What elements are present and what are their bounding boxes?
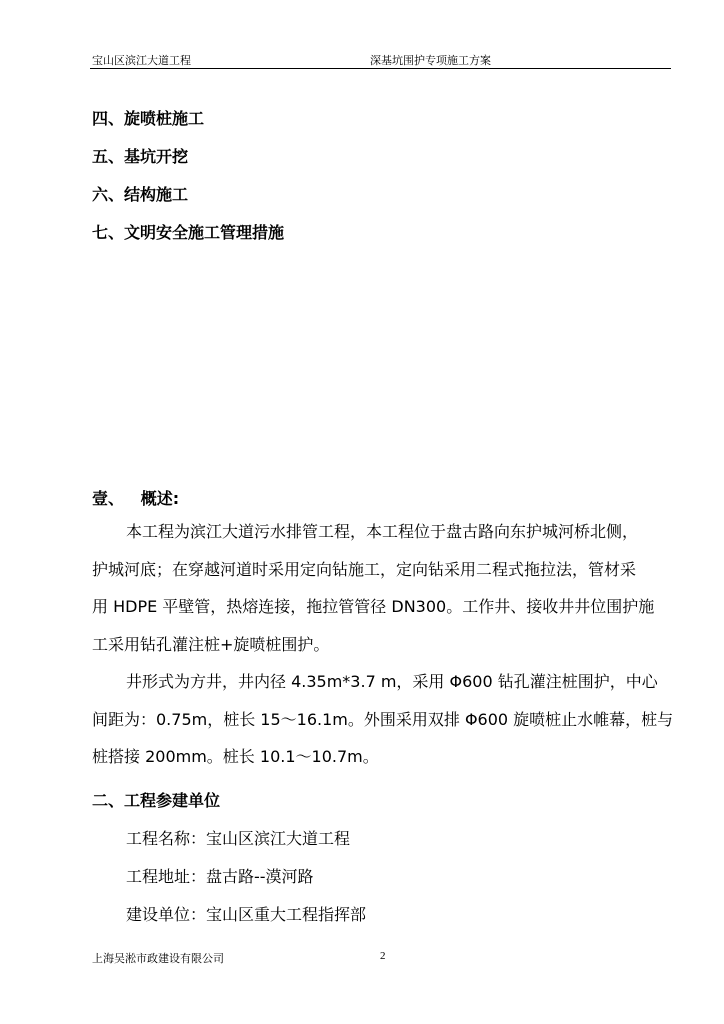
overview-line-2: 护城河底；在穿越河道时采用定向钻施工，定向钻采用二程式拖拉法，管材采 <box>92 559 637 579</box>
header-divider <box>90 68 671 69</box>
overview-line-1: 本工程为滨江大道污水排管工程，本工程位于盘古路向东护城河桥北侧， <box>126 522 639 541</box>
section-participants-title: 二、工程参建单位 <box>92 791 221 810</box>
section-overview-title: 壹、 概述: <box>92 489 180 508</box>
toc-item-jet-grouting: 四、旋喷桩施工 <box>92 109 205 128</box>
overview-line-7: 桩搭接 200mm。桩长 10.1～10.7m。 <box>92 747 379 766</box>
page-number: 2 <box>380 950 386 962</box>
footer-company: 上海吴淞市政建设有限公司 <box>92 952 224 965</box>
overview-line-6: 间距为：0.75m，桩长 15～16.1m。外围采用双排 Φ600 旋喷桩止水帷幕，桩与 <box>92 709 674 729</box>
overview-paragraph <box>92 513 675 776</box>
toc-item-structure: 六、结构施工 <box>92 185 189 204</box>
toc-item-excavation: 五、基坑开挖 <box>92 147 189 166</box>
header-project-name: 宝山区滨江大道工程 <box>92 54 191 67</box>
project-address-line: 工程地址：盘古路--漠河路 <box>126 867 314 886</box>
overview-line-3: 用 HDPE 平壁管，热熔连接，拖拉管管径 DN300。工作井、接收井井位围护施 <box>92 597 655 616</box>
builder-unit-line: 建设单位：宝山区重大工程指挥部 <box>126 905 367 924</box>
overview-line-4: 工采用钻孔灌注桩+旋喷桩围护。 <box>92 634 330 654</box>
header-document-title: 深基坑围护专项施工方案 <box>370 54 491 67</box>
project-name-line: 工程名称：宝山区滨江大道工程 <box>126 829 351 848</box>
overview-line-5: 井形式为方井，井内径 4.35m*3.7 m，采用 Φ600 钻孔灌注桩围护，中心 <box>126 672 658 691</box>
toc-item-safety: 七、文明安全施工管理措施 <box>92 223 285 242</box>
